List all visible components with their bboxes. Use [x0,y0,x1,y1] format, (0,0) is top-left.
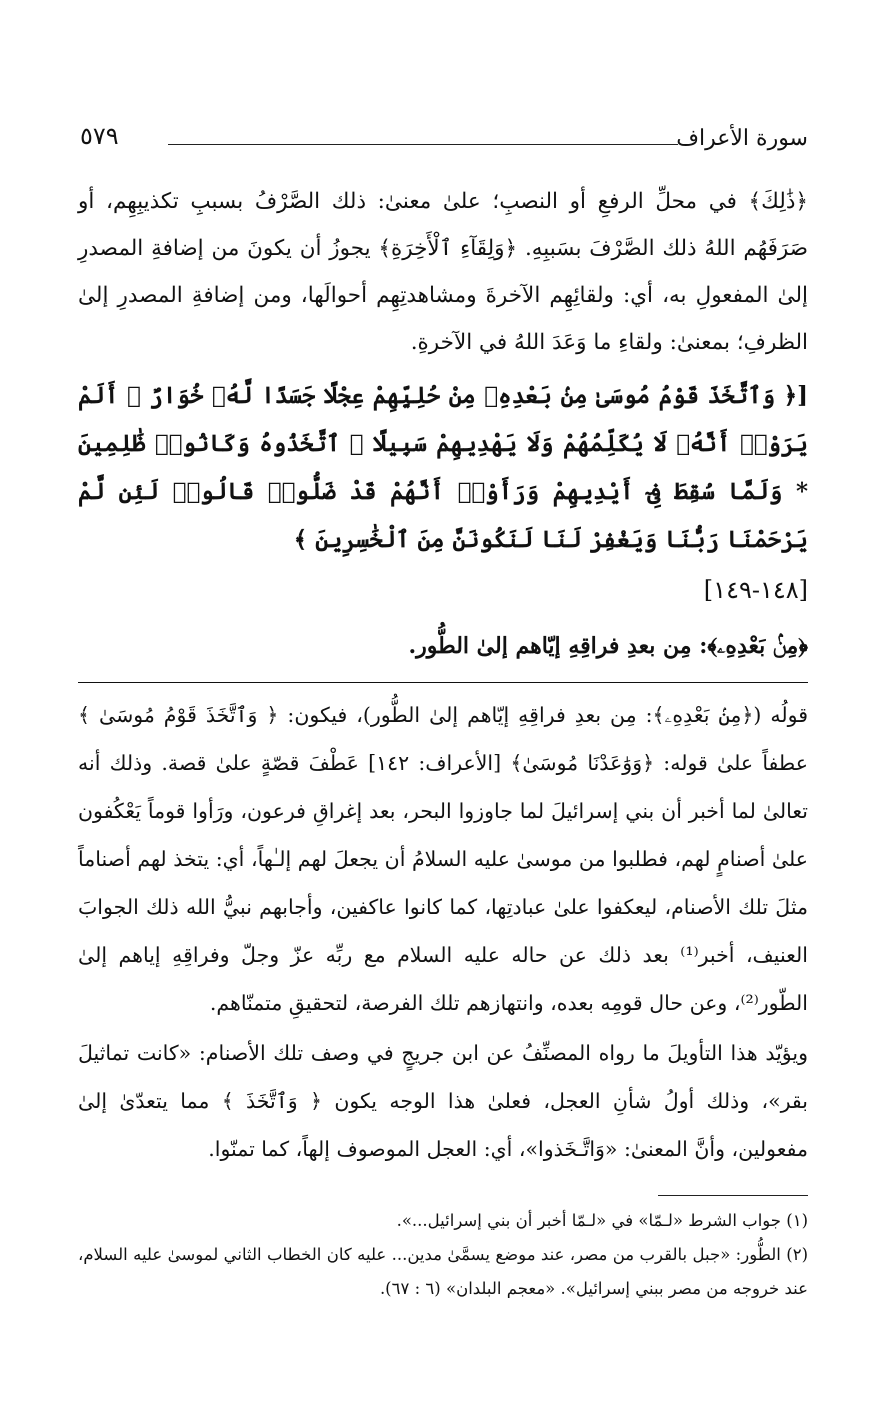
footnote-1: (١) جواب الشرط «لـمّا» في «لـمّا أخبر أن بني إسرائيل...». [396,1211,808,1230]
section-divider [78,682,808,683]
surah-title: سورة الأعراف [676,126,808,151]
page-header [78,118,808,164]
footnote-2: (٢) الطُّور: «جبل بالقرب من مصر، عند موضع يسمَّىٰ مدين... عليه كان الخطاب الثاني لموسىٰ عليه السلام، عند خروجه من مصر ببني إسرائيل». «معجم البلدان» (٦ : ٦٧). [78,1245,808,1298]
verse-gloss: ﴿مِنۢ بَعْدِهِۦ﴾: مِن بعدِ فراقِهِ إيّاهم إلىٰ الطُّور. [408,633,808,659]
gloss-commentary-paragraph-1: قولُه (﴿مِنۢ بَعْدِهِۦ﴾: مِن بعدِ فراقِهِ إيّاهم إلىٰ الطُّور)، فيكون: ﴿ وَٱتَّخَذَ قَوْمُ مُوسَىٰ ﴾ عطفاً علىٰ قوله: ﴿وَوَٰعَدْنَا مُوسَىٰ﴾ [الأعراف: ١٤٢] عَطْفَ قصّةٍ علىٰ قصة. وذلك أنه تعالىٰ لما أخبر أن بني إسرائيلَ لما جاوزوا البحر، بعد إغراقِ فرعون، ورَأوا قوماً يَعْكُفون علىٰ أصنامٍ لهم، فطلبوا من موسىٰ عليه السلامُ أن يجعلَ لهم إلـٰهاً، أي: يتخذ لهم أصناماً مثلَ تلك الأصنام، ليعكفوا علىٰ عبادتِها، كما كانوا عاكفين، وأجابهم نبيُّ الله ذلك الجوابَ العنيف، أخبر⁽¹⁾ بعد ذلك عن حاله عليه السلام مع ربِّه عزّ وجلّ وفراقِهِ إياهم إلىٰ الطّور⁽²⁾، وعن حال قومِه بعده، وانتهازهم تلك الفرصة، لتحقيقِ متمنّاهم. [78,703,808,1015]
commentary-paragraph: ﴿ذَٰلِكَ﴾ في محلِّ الرفعِ أو النصبِ؛ علىٰ معنىٰ: ذلك الصَّرْفُ بسببِ تكذيبِهِم، أو صَرَفَهُم اللهُ ذلك الصَّرْفَ بسَببِهِ. ﴿وَلِقَآءِ ٱلْأَخِرَةِ﴾ يجوزُ أن يكونَ من إضافةِ المصدرِ إلىٰ المفعولِ به، أي: ولقائِهِم الآخرةَ ومشاهدتِهِم أحوالَها، ومن إضافةِ المصدرِ إلىٰ الظرفِ؛ بمعنىٰ: ولقاءِ ما وَعَدَ اللهُ في الآخرةِ. [78,189,808,355]
verse-reference: [١٤٨-١٤٩] [703,576,808,604]
header-rule [168,144,678,145]
verse-text: [﴿ وَٱتَّخَذَ قَوْمُ مُوسَىٰ مِنۢ بَعْدِهِۦ مِنْ حُلِيِّهِمْ عِجْلًا جَسَدًا لَّهُۥ خُوَارٌ ۚ أَلَمْ يَرَوْا۟ أَنَّهُۥ لَا يُكَلِّمُهُمْ وَلَا يَهْدِيهِمْ سَبِيلًا ۘ ٱتَّخَذُوهُ وَكَانُوا۟ ظَٰلِمِينَ * وَلَمَّا سُقِطَ فِىٓ أَيْدِيهِمْ وَرَأَوْا۟ أَنَّهُمْ قَدْ ضَلُّوا۟ قَالُوا۟ لَئِن لَّمْ يَرْحَمْنَا رَبُّنَا وَيَغْفِرْ لَنَا لَنَكُونَنَّ مِنَ ٱلْخَٰسِرِينَ ﴾ [78,382,809,553]
page-number: ٥٧٩ [80,122,119,150]
page [78,118,808,1306]
footnote-rule [658,1195,808,1196]
gloss-commentary-paragraph-2: ويؤيّد هذا التأويلَ ما رواه المصنِّفُ عن ابن جريجٍ في وصف تلك الأصنام: «كانت تماثيلَ بقر»، وذلك أولُ شأنِ العجل، فعلىٰ هذا الوجه يكون ﴿ وَٱتَّخَذَ ﴾ مما يتعدّىٰ إلىٰ مفعولين، وأنَّ المعنىٰ: «وَاتَّـخَذوا»، أي: العجل الموصوف إلهاً، كما تمنّوا. [78,1041,808,1161]
quran-verse-block [78,372,808,614]
